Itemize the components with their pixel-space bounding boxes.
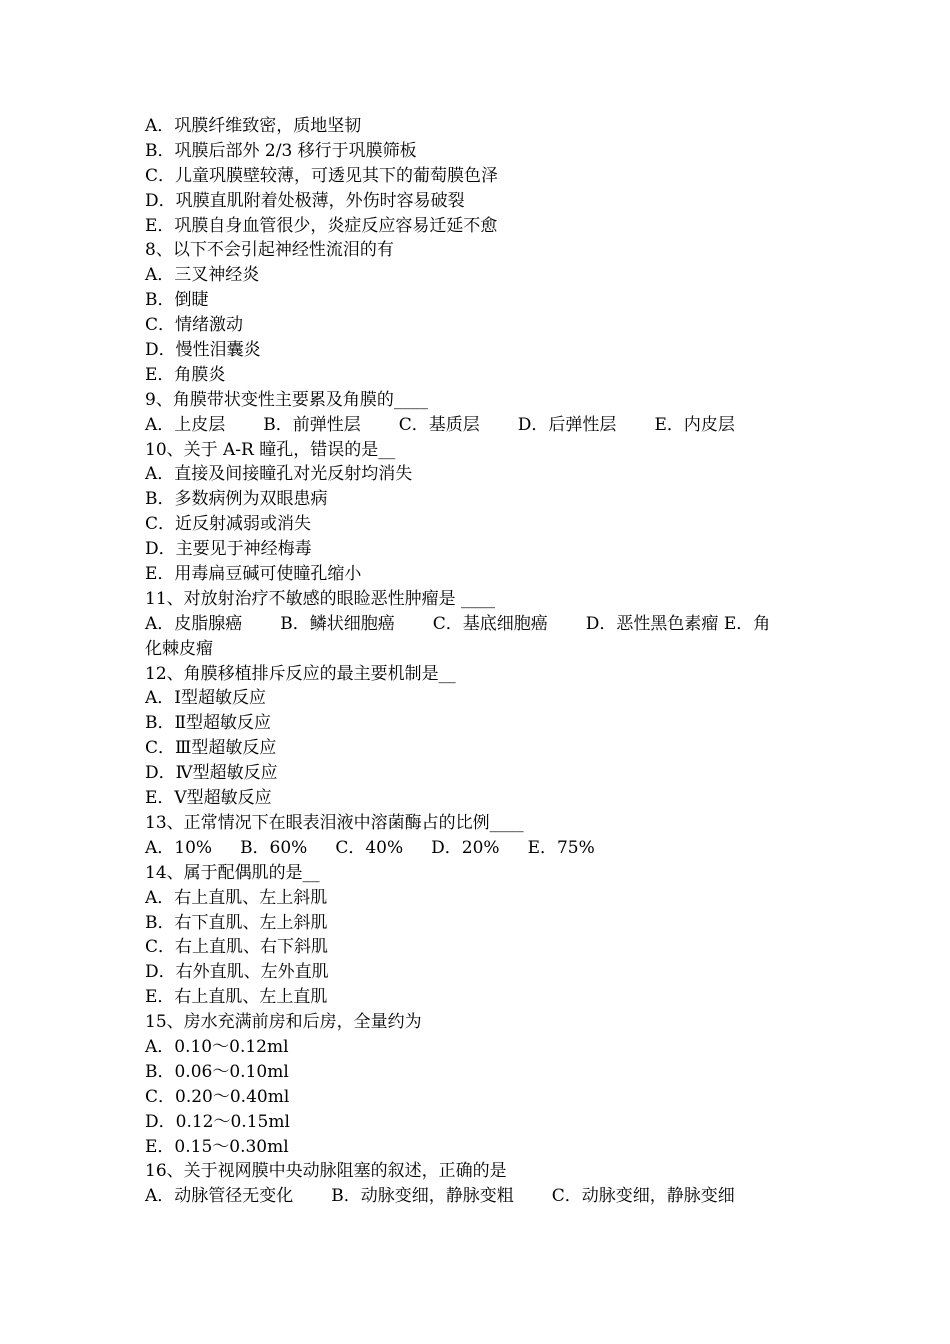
- option: B．右下直肌、左上斜肌: [145, 912, 328, 933]
- option: D．巩膜直肌附着处极薄，外伤时容易破裂: [145, 190, 465, 211]
- option: B．动脉变细，静脉变粗: [331, 1186, 514, 1207]
- option: E．角膜炎: [145, 364, 226, 385]
- option: D．后弹性层: [517, 414, 617, 435]
- option: A．右上直肌、左上斜肌: [145, 887, 328, 908]
- option: A．动脉管径无变化: [145, 1186, 294, 1207]
- option: B．鳞状细胞癌: [280, 613, 395, 634]
- question-12: 12、角膜移植排斥反应的最主要机制是__: [145, 663, 456, 684]
- option: C．0.20～0.40ml: [145, 1086, 290, 1107]
- option: B．多数病例为双眼患病: [145, 489, 328, 510]
- option: C．动脉变细，静脉变细: [551, 1186, 735, 1207]
- option: E．内皮层: [654, 414, 735, 435]
- option: C．近反射减弱或消失: [145, 514, 312, 535]
- option: E．75%: [527, 837, 595, 858]
- question-15: 15、房水充满前房和后房，全量约为: [145, 1012, 422, 1033]
- option: D．Ⅳ型超敏反应: [145, 763, 278, 784]
- question-14: 14、属于配偶肌的是__: [145, 862, 320, 883]
- option-row: [145, 1184, 810, 1209]
- option: B．Ⅱ型超敏反应: [145, 713, 272, 734]
- option: A．0.10～0.12ml: [145, 1036, 289, 1057]
- option: C．儿童巩膜壁较薄，可透见其下的葡萄膜色泽: [145, 165, 499, 186]
- option: C．40%: [335, 837, 404, 858]
- option: C．右上直肌、右下斜肌: [145, 937, 329, 958]
- option: B．60%: [240, 837, 308, 858]
- option: B．0.06～0.10ml: [145, 1061, 289, 1082]
- question-8: 8、以下不会引起神经性流泪的有: [145, 240, 394, 261]
- option-row: [145, 836, 810, 861]
- option: E．右上直肌、左上直肌: [145, 987, 328, 1008]
- option-row: [145, 612, 810, 637]
- exam-questions: [145, 114, 810, 1209]
- option: D．右外直肌、左外直肌: [145, 962, 329, 983]
- option: A．10%: [145, 837, 213, 858]
- question-9: 9、角膜带状变性主要累及角膜的____: [145, 389, 428, 410]
- question-11: 11、对放射治疗不敏感的眼睑恶性肿瘤是 ____: [145, 588, 496, 609]
- option-continuation: 化棘皮瘤: [145, 638, 213, 659]
- question-13: 13、正常情况下在眼表泪液中溶菌酶占的比例____: [145, 812, 524, 833]
- option: C．基底细胞癌: [432, 613, 548, 634]
- option: A．皮脂腺癌: [145, 613, 243, 634]
- option: C．基质层: [398, 414, 480, 435]
- option: B．前弹性层: [263, 414, 361, 435]
- option: E．巩膜自身血管很少，炎症反应容易迁延不愈: [145, 215, 498, 236]
- option: D．恶性黑色素瘤 E．角: [585, 613, 771, 634]
- option: C．情绪激动: [145, 315, 244, 336]
- option: A．三叉神经炎: [145, 265, 260, 286]
- question-16: 16、关于视网膜中央动脉阻塞的叙述，正确的是: [145, 1161, 507, 1182]
- option: A．直接及间接瞳孔对光反射均消失: [145, 464, 413, 485]
- option: D．0.12～0.15ml: [145, 1111, 290, 1132]
- option: D．20%: [431, 837, 500, 858]
- option: E．Ⅴ型超敏反应: [145, 788, 272, 809]
- option: D．慢性泪囊炎: [145, 340, 261, 361]
- option: E．用毒扁豆碱可使瞳孔缩小: [145, 564, 362, 585]
- option: D．主要见于神经梅毒: [145, 539, 312, 560]
- option: C．Ⅲ型超敏反应: [145, 738, 277, 759]
- option: E．0.15～0.30ml: [145, 1136, 289, 1157]
- option: B．巩膜后部外 2/3 移行于巩膜筛板: [145, 140, 417, 161]
- question-10: 10、关于 A-R 瞳孔，错误的是__: [145, 439, 396, 460]
- option: A．Ⅰ型超敏反应: [145, 688, 266, 709]
- option: A．上皮层: [145, 414, 226, 435]
- option: A．巩膜纤维致密，质地坚韧: [145, 116, 362, 136]
- option: B．倒睫: [145, 290, 209, 311]
- option-row: [145, 413, 810, 438]
